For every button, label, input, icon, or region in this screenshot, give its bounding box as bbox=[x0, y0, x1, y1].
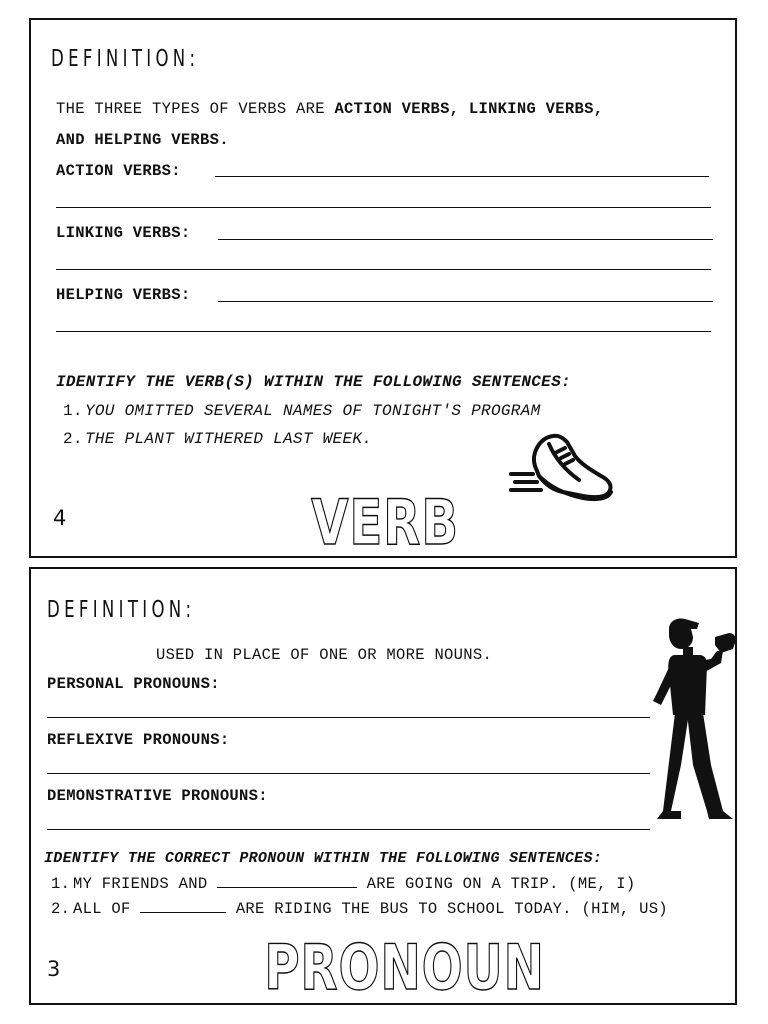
verb-definition-heading: DEFINITION: bbox=[51, 46, 200, 72]
verb-intro-line-1 bbox=[56, 100, 603, 118]
verb-intro-bold: ACTION VERBS, LINKING VERBS, bbox=[334, 100, 604, 118]
pronoun-sentence-after: ARE RIDING THE BUS TO SCHOOL TODAY. (HIM, US) bbox=[235, 900, 668, 918]
verb-sentence-number: 1. bbox=[63, 402, 83, 420]
pronoun-card bbox=[29, 567, 737, 1005]
pronoun-definition-text: USED IN PLACE OF ONE OR MORE NOUNS. bbox=[156, 646, 493, 664]
linking-verbs-label: LINKING VERBS: bbox=[56, 224, 191, 242]
personal-pronouns-label: PERSONAL PRONOUNS: bbox=[47, 675, 220, 693]
verb-intro-line-2: AND HELPING VERBS. bbox=[56, 131, 229, 149]
verb-card bbox=[29, 18, 737, 558]
action-verbs-answer-line-2[interactable] bbox=[56, 207, 711, 208]
helping-verbs-label: HELPING VERBS: bbox=[56, 286, 191, 304]
pronoun-sentence-before: ALL OF bbox=[73, 900, 131, 918]
action-verbs-label: ACTION VERBS: bbox=[56, 162, 181, 180]
pronoun-sentence-2 bbox=[51, 900, 668, 918]
demonstrative-pronouns-answer-line[interactable] bbox=[47, 829, 650, 830]
verb-intro-plain: THE THREE TYPES OF VERBS ARE bbox=[56, 100, 335, 118]
pronoun-title: PRONOUN bbox=[264, 931, 545, 1004]
pronoun-answer-blank[interactable] bbox=[217, 875, 357, 888]
pronoun-sentence-1 bbox=[51, 875, 635, 893]
personal-pronouns-answer-line[interactable] bbox=[47, 717, 650, 718]
pronoun-page-number: 3 bbox=[47, 957, 61, 981]
running-shoe-icon bbox=[509, 430, 615, 508]
pronoun-sentence-before: MY FRIENDS AND bbox=[73, 875, 208, 893]
verb-task-heading: IDENTIFY THE VERB(S) WITHIN THE FOLLOWING SENTENCES: bbox=[56, 373, 571, 391]
pronoun-sentence-number: 1. bbox=[51, 875, 71, 893]
verb-title: VERB bbox=[311, 486, 459, 559]
pronoun-sentence-number: 2. bbox=[51, 900, 71, 918]
linking-verbs-answer-line-1[interactable] bbox=[218, 239, 713, 240]
pronoun-answer-blank[interactable] bbox=[140, 900, 226, 913]
verb-sentence-1 bbox=[63, 402, 540, 420]
demonstrative-pronouns-label: DEMONSTRATIVE PRONOUNS: bbox=[47, 787, 268, 805]
verb-sentence-2 bbox=[63, 430, 372, 448]
verb-sentence-text: THE PLANT WITHERED LAST WEEK. bbox=[85, 430, 373, 448]
verb-sentence-number: 2. bbox=[63, 430, 83, 448]
person-silhouette-icon bbox=[647, 615, 737, 827]
pronoun-sentence-after: ARE GOING ON A TRIP. (ME, I) bbox=[366, 875, 636, 893]
verb-page-number: 4 bbox=[53, 506, 67, 530]
verb-sentence-text: YOU OMITTED SEVERAL NAMES OF TONIGHT'S PROGRAM bbox=[85, 402, 541, 420]
helping-verbs-answer-line-2[interactable] bbox=[56, 331, 711, 332]
action-verbs-answer-line-1[interactable] bbox=[215, 176, 709, 177]
linking-verbs-answer-line-2[interactable] bbox=[56, 269, 711, 270]
helping-verbs-answer-line-1[interactable] bbox=[218, 301, 713, 302]
reflexive-pronouns-answer-line[interactable] bbox=[47, 773, 650, 774]
pronoun-task-heading: IDENTIFY THE CORRECT PRONOUN WITHIN THE FOLLOWING SENTENCES: bbox=[44, 850, 603, 867]
reflexive-pronouns-label: REFLEXIVE PRONOUNS: bbox=[47, 731, 230, 749]
pronoun-definition-heading: DEFINITION: bbox=[47, 597, 196, 623]
